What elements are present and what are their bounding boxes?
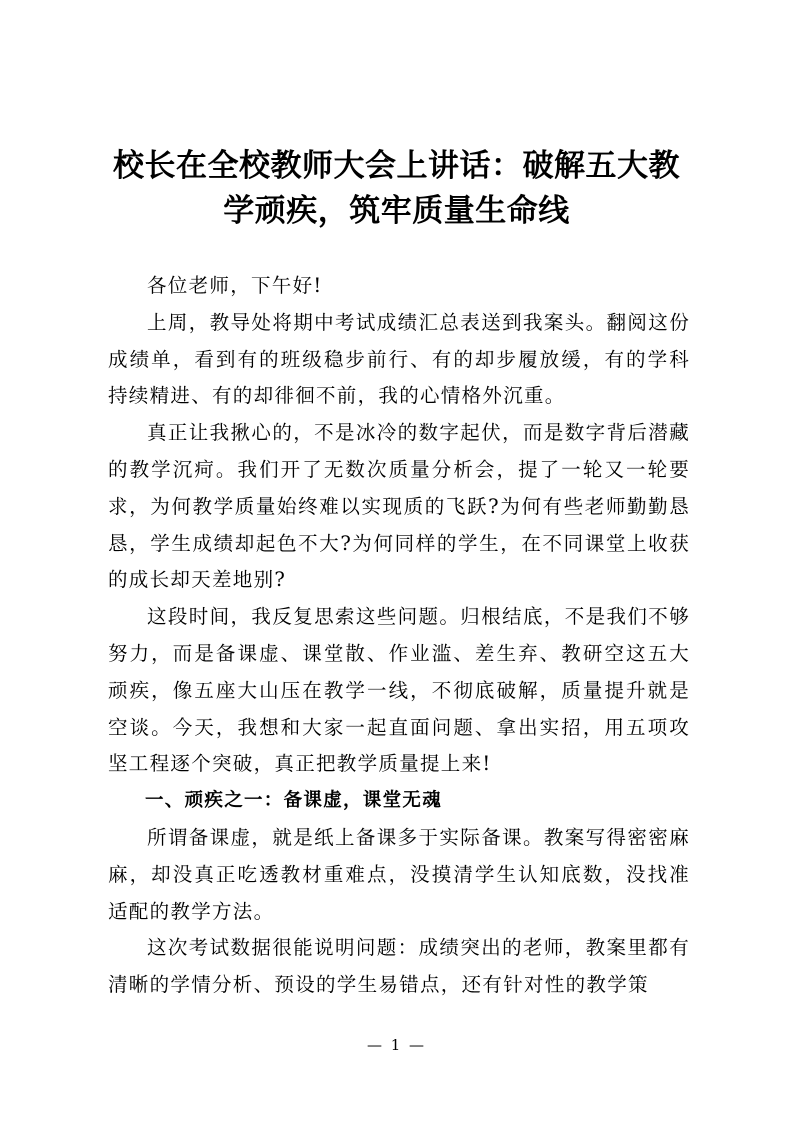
- paragraph: 所谓备课虚，就是纸上备课多于实际备课。教案写得密密麻麻，却没真正吃透教材重难点，没摸清学生认知底数，没找准适配的教学方法。: [108, 825, 690, 923]
- paragraph: 这段时间，我反复思索这些问题。归根结底，不是我们不够努力，而是备课虚、课堂散、作业滥、差生弃、教研空这五大顽疾，像五座大山压在教学一线，不彻底破解，质量提升就是空谈。今天，我想和大家一起直面问题、拿出实招，用五项攻坚工程逐个突破，真正把教学质量提上来!: [108, 605, 690, 776]
- page-number: — 1 —: [366, 1036, 427, 1054]
- section-heading: 一、顽疾之一：备课虚，课堂无魂: [145, 790, 443, 812]
- paragraph-greeting: 各位老师，下午好!: [147, 274, 323, 297]
- document-body: [108, 268, 690, 1004]
- paragraph: 真正让我揪心的，不是冰冷的数字起伏，而是数字背后潜藏的教学沉疴。我们开了无数次质量分析会，提了一轮又一轮要求，为何教学质量始终难以实现质的飞跃?为何有些老师勤勤恳恳，学生成绩却起色不大?为何同样的学生，在不同课堂上收获的成长却天差地别?: [108, 421, 690, 592]
- paragraph: 这次考试数据很能说明问题：成绩突出的老师，教案里都有清晰的学情分析、预设的学生易错点，还有针对性的教学策: [108, 936, 690, 997]
- document-title: 校长在全校教师大会上讲话：破解五大教学顽疾，筑牢质量生命线: [113, 148, 680, 229]
- paragraph: 上周，教导处将期中考试成绩汇总表送到我案头。翻阅这份成绩单，看到有的班级稳步前行、有的却步履放缓，有的学科持续精进、有的却徘徊不前，我的心情格外沉重。: [108, 310, 690, 408]
